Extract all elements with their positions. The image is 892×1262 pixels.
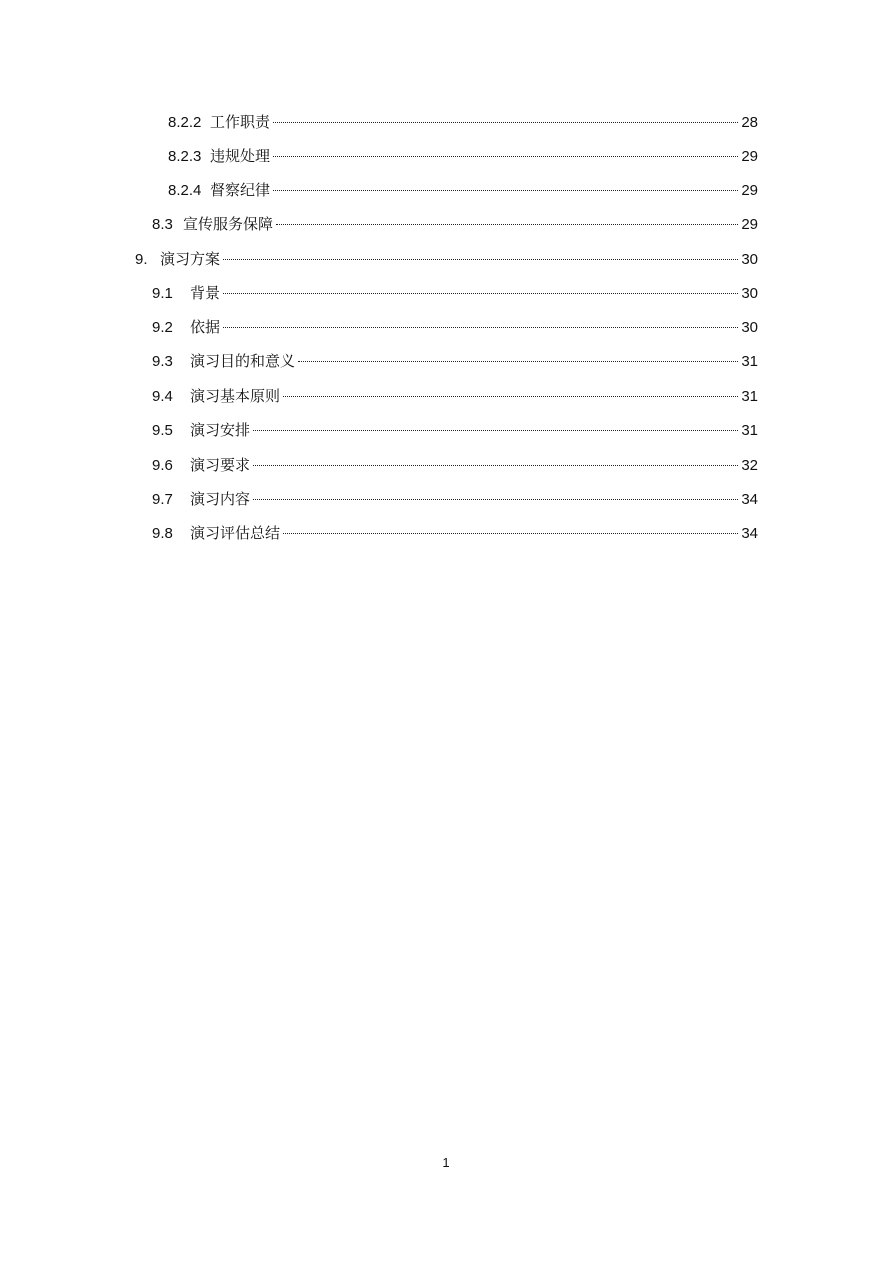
toc-entry-page: 30: [741, 285, 758, 302]
toc-entry-page: 30: [741, 319, 758, 336]
toc-entry-number: 9.4: [152, 388, 173, 405]
toc-entry-number: 9.: [135, 251, 148, 268]
toc-dot-leader: [253, 465, 738, 466]
toc-entry-9-5[interactable]: [152, 415, 758, 445]
toc-entry-page: 29: [741, 182, 758, 199]
toc-entry-title: 背景: [190, 284, 221, 302]
toc-dot-leader: [223, 327, 738, 328]
toc-entry-9-3[interactable]: [152, 346, 758, 376]
toc-entry-number: 9.5: [152, 422, 173, 439]
toc-dot-leader: [253, 499, 738, 500]
toc-entry-page: 34: [741, 525, 758, 542]
page-number: 1: [442, 1155, 450, 1170]
toc-entry-title: 演习基本原则: [190, 387, 281, 405]
toc-entry-title: 工作职责: [210, 113, 271, 131]
toc-entry-title: 演习方案: [160, 250, 221, 268]
toc-entry-8-3[interactable]: [152, 209, 758, 239]
toc-dot-leader: [223, 259, 738, 260]
toc-entry-page: 29: [741, 216, 758, 233]
toc-dot-leader: [273, 122, 738, 123]
toc-entry-title: 演习要求: [190, 456, 251, 474]
toc-entry-9-2[interactable]: [152, 312, 758, 342]
toc-entry-8-2-2[interactable]: [168, 107, 758, 137]
toc-entry-title: 违规处理: [210, 147, 271, 165]
toc-entry-9-4[interactable]: [152, 381, 758, 411]
toc-entry-number: 9.3: [152, 353, 173, 370]
toc-entry-9-8[interactable]: [152, 518, 758, 548]
toc-entry-number: 8.2.2: [168, 114, 202, 131]
toc-entry-9-1[interactable]: [152, 278, 758, 308]
toc-dot-leader: [253, 430, 738, 431]
toc-dot-leader: [298, 361, 738, 362]
toc-entry-9[interactable]: [135, 244, 758, 274]
toc-entry-number: 9.7: [152, 491, 173, 508]
toc-entry-title: 演习评估总结: [190, 524, 281, 542]
toc-entry-title: 宣传服务保障: [183, 215, 274, 233]
toc-entry-page: 29: [741, 148, 758, 165]
toc-dot-leader: [276, 224, 738, 225]
toc-entry-number: 9.1: [152, 285, 173, 302]
toc-entry-number: 9.6: [152, 457, 173, 474]
toc-dot-leader: [273, 156, 738, 157]
toc-entry-title: 演习安排: [190, 421, 251, 439]
toc-entry-number: 8.3: [152, 216, 173, 233]
toc-entry-title: 演习目的和意义: [190, 352, 296, 370]
toc-entry-title: 演习内容: [190, 490, 251, 508]
toc-entry-page: 30: [741, 251, 758, 268]
toc-dot-leader: [273, 190, 738, 191]
toc-entry-9-7[interactable]: [152, 484, 758, 514]
toc-entry-page: 31: [741, 422, 758, 439]
toc-entry-page: 31: [741, 353, 758, 370]
toc-dot-leader: [283, 396, 738, 397]
toc-dot-leader: [283, 533, 738, 534]
toc-entry-page: 32: [741, 457, 758, 474]
toc-entry-title: 依据: [190, 318, 221, 336]
toc-entry-9-6[interactable]: [152, 450, 758, 480]
toc-entry-number: 9.8: [152, 525, 173, 542]
toc-entry-number: 9.2: [152, 319, 173, 336]
toc-entry-number: 8.2.4: [168, 182, 202, 199]
toc-entry-8-2-3[interactable]: [168, 141, 758, 171]
toc-entry-page: 31: [741, 388, 758, 405]
toc-entry-page: 28: [741, 114, 758, 131]
toc-entry-number: 8.2.3: [168, 148, 202, 165]
toc-entry-8-2-4[interactable]: [168, 175, 758, 205]
toc-entry-title: 督察纪律: [210, 181, 271, 199]
toc-entry-page: 34: [741, 491, 758, 508]
toc-dot-leader: [223, 293, 738, 294]
